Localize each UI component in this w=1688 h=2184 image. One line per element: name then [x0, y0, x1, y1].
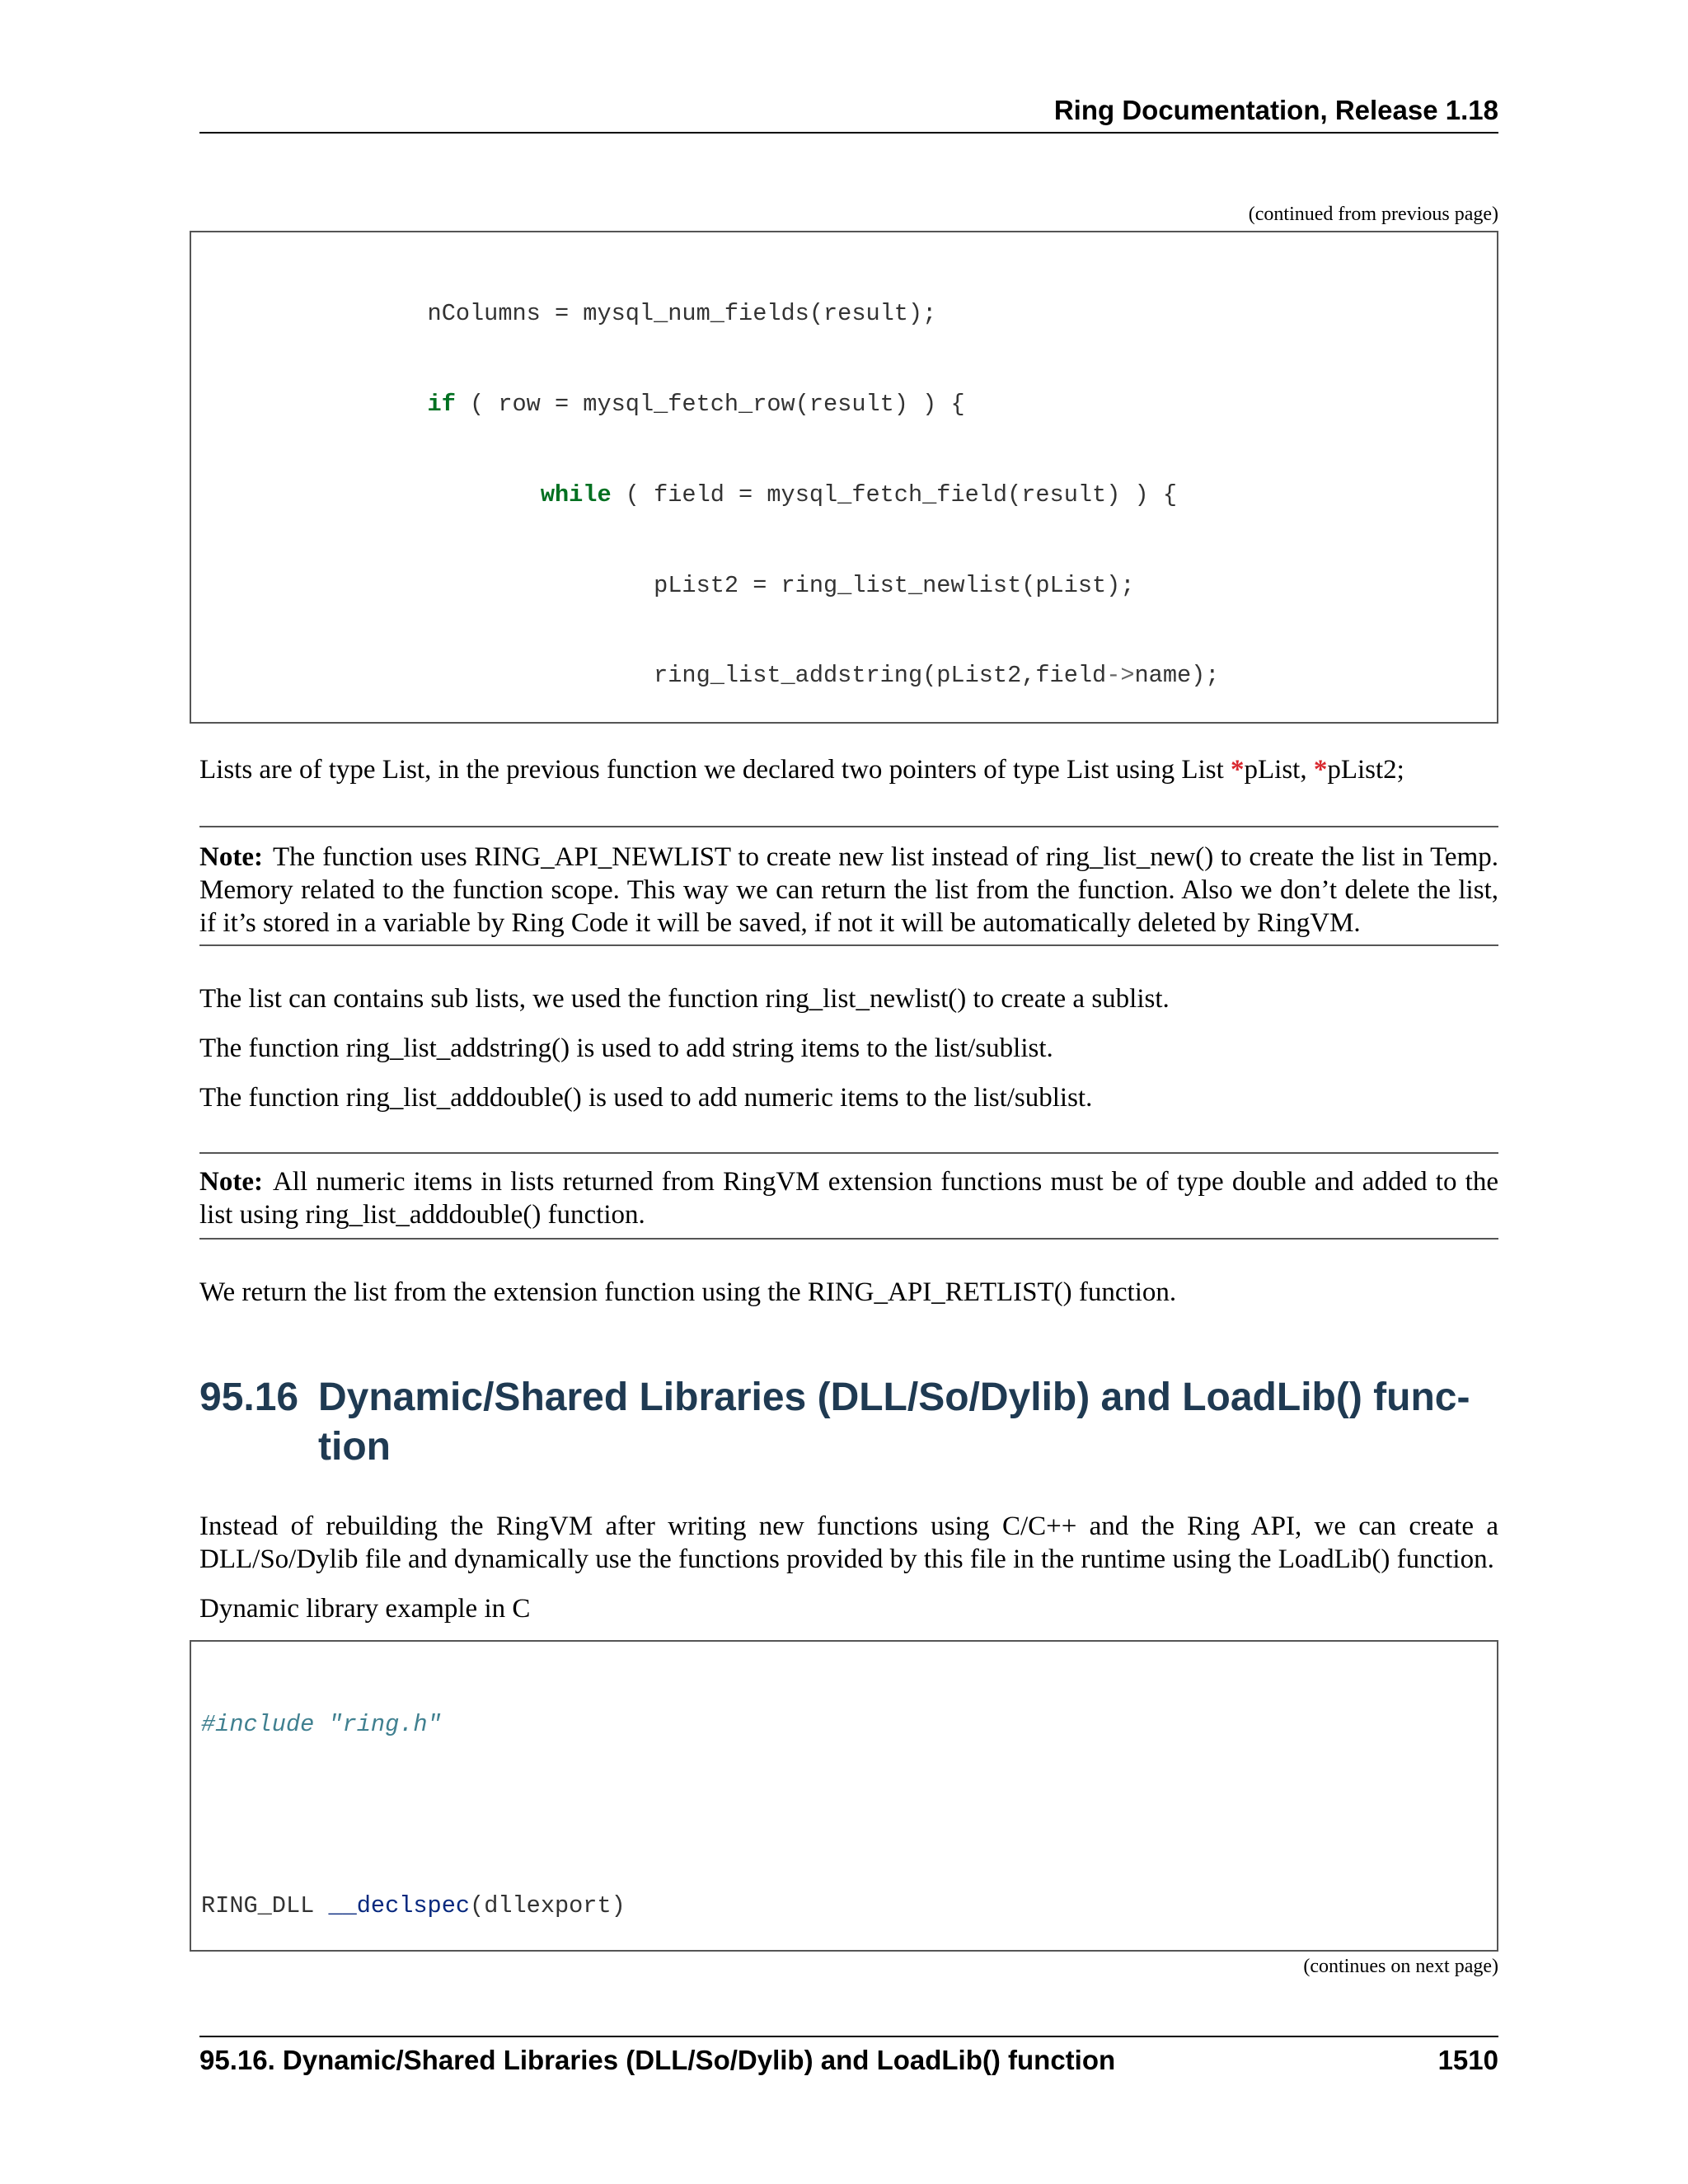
section-title: Dynamic/Shared Libraries (DLL/So/Dylib) and LoadLib() func- tion: [318, 1376, 1470, 1469]
note-text: All numeric items in lists returned from RingVM extension functions must be of type double and added to the list using ring_list_adddouble() function.: [199, 1167, 1498, 1230]
header-title: Ring Documentation, Release 1.18: [1053, 95, 1498, 125]
code-line: RING_DLL __declspec(dllexport): [201, 1891, 626, 1919]
paragraph-adddouble: The function ring_list_adddouble() is used to add numeric items to the list/sublist.: [199, 1083, 1093, 1113]
paragraph-instead: Instead of rebuilding the RingVM after writing new functions using C/C++ and the Ring API, we can create a DLL/So/Dylib file and dynamically use the functions provided by this file in the runtime using the LoadLib() function.: [199, 1511, 1498, 1574]
code-line: pList2 = ring_list_newlist(pList);: [201, 571, 1135, 599]
continues-on-label: (continues on next page): [1303, 1956, 1498, 1977]
continued-from-label: (continued from previous page): [1248, 204, 1498, 225]
code-block-dll: [190, 1640, 1498, 1952]
paragraph-list-type: Lists are of type List, in the previous function we declared two pointers of type List using List *pList, *pList2;: [199, 755, 1404, 785]
note-box-newlist: [199, 826, 1498, 946]
code-line: while ( field = mysql_fetch_field(result) ) {: [540, 480, 1177, 509]
running-footer: [199, 2036, 1498, 2075]
code-line: ring_list_addstring(pList2,field->name);: [201, 662, 1220, 690]
code-line: #include "ring.h": [201, 1711, 442, 1739]
note-label: Note:: [199, 842, 263, 872]
paragraph-example-intro: Dynamic library example in C: [199, 1594, 531, 1624]
code-block-mysql: [190, 231, 1498, 724]
page-number: 1510: [1437, 2045, 1498, 2075]
code-line: if ( row = mysql_fetch_row(result) ) {: [427, 390, 965, 418]
note-text: The function uses RING_API_NEWLIST to create new list instead of ring_list_new() to create the list in Temp. Memory related to the function scope. This way we can return the list from the function. Also we don’t delete the list, if it’s stored in a variable by Ring Code it will be saved, if not it will be automatically deleted by RingVM.: [199, 842, 1498, 938]
note-label: Note:: [199, 1167, 263, 1197]
code-line: nColumns = mysql_num_fields(result);: [201, 300, 937, 328]
running-header: [199, 94, 1498, 134]
paragraph-retlist: We return the list from the extension function using the RING_API_RETLIST() function.: [199, 1277, 1177, 1307]
code-line: [201, 1801, 1497, 1831]
note-box-double: [199, 1152, 1498, 1240]
document-page: [199, 0, 1498, 2184]
paragraph-addstring: The function ring_list_addstring() is used to add string items to the list/sublist.: [199, 1033, 1053, 1063]
section-number: 95.16: [199, 1376, 299, 1419]
footer-section-title: 95.16. Dynamic/Shared Libraries (DLL/So/Dylib) and LoadLib() function: [199, 2045, 1116, 2075]
paragraph-sublists: The list can contains sub lists, we used the function ring_list_newlist() to create a sublist.: [199, 984, 1170, 1014]
